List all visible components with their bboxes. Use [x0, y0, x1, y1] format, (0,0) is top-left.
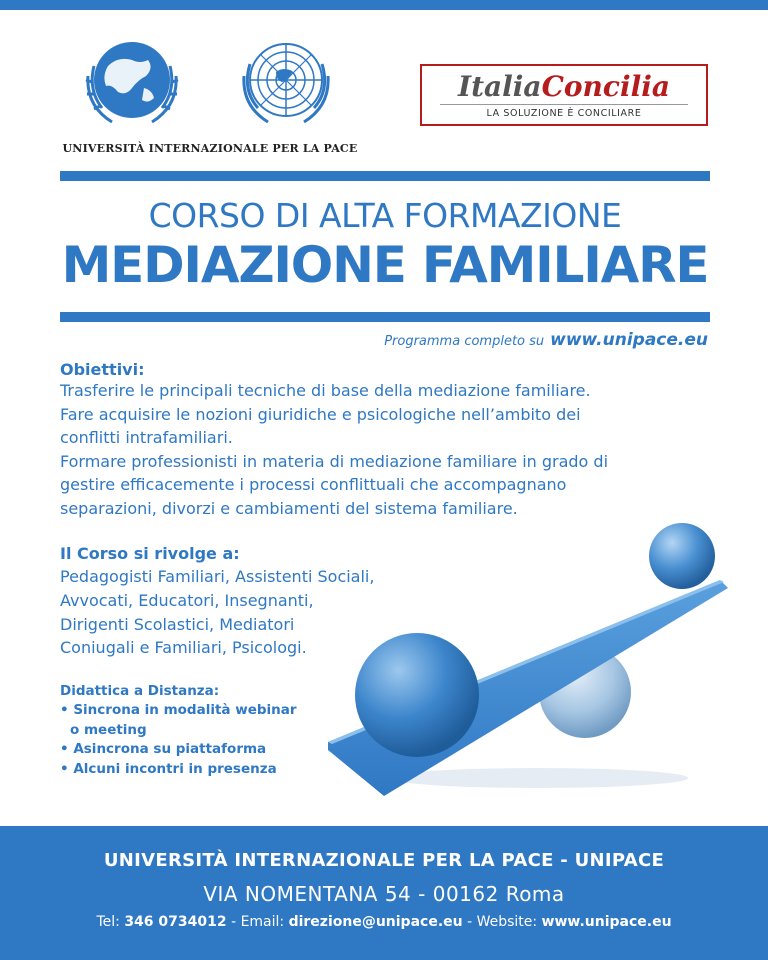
- audience-line: Avvocati, Educatori, Insegnanti,: [60, 590, 314, 610]
- website-label: - Website:: [467, 914, 538, 930]
- course-title: MEDIAZIONE FAMILIARE: [61, 236, 709, 294]
- audience-line: Dirigenti Scolastici, Mediatori: [60, 614, 295, 634]
- distance-heading: Didattica a Distanza:: [60, 683, 220, 699]
- objectives-line: Formare professionisti in materia di mediazione familiare in grado di: [60, 451, 609, 471]
- university-logo-label: UNIVERSITÀ INTERNAZIONALE PER LA PACE: [62, 142, 358, 155]
- objectives-heading: Obiettivi:: [60, 360, 145, 379]
- email-label: - Email:: [231, 914, 285, 930]
- tel-number[interactable]: 346 0734012: [124, 914, 227, 930]
- objectives-line: separazioni, divorzi e cambiamenti del sistema familiare.: [60, 498, 518, 518]
- footer-contacts: [0, 914, 768, 930]
- audience-heading: Il Corso si rivolge a:: [60, 544, 240, 563]
- website-link[interactable]: www.unipace.eu: [541, 914, 672, 930]
- objectives-line: Fare acquisire le nozioni giuridiche e psicologiche nell’ambito dei: [60, 404, 581, 424]
- logo-divider: [440, 104, 688, 105]
- footer-address: VIA NOMENTANA 54 - 00162 Roma: [203, 882, 565, 906]
- europe-globe-emblem-icon: [74, 36, 190, 136]
- objectives-line: Trasferire le principali tecniche di base della mediazione familiare.: [60, 381, 591, 400]
- distance-item: • Sincrona in modalità webinar o meeting: [60, 702, 297, 738]
- footer: [0, 826, 768, 960]
- program-link-line: [384, 330, 708, 350]
- course-subtitle: CORSO DI ALTA FORMAZIONE: [148, 196, 622, 235]
- audience-line: Coniugali e Familiari, Psicologi.: [60, 638, 307, 658]
- objectives-section: [60, 360, 720, 520]
- top-accent-bar: [0, 0, 768, 10]
- title-rule-top: [60, 171, 710, 181]
- audience-line: Pedagogisti Familiari, Assistenti Sociali,: [60, 567, 375, 586]
- tel-label: Tel:: [96, 914, 120, 930]
- heavy-sphere: [355, 633, 479, 757]
- program-url[interactable]: www.unipace.eu: [550, 330, 708, 350]
- italiaconcilia-logo: [420, 64, 708, 126]
- italiaconcilia-tagline: LA SOLUZIONE È CONCILIARE: [486, 108, 642, 119]
- program-label: Programma completo su: [384, 334, 545, 349]
- distance-learning-section: [60, 682, 300, 779]
- italiaconcilia-name: ItaliaConcilia: [457, 70, 670, 103]
- balance-illustration: [320, 520, 740, 800]
- distance-item: • Asincrona su piattaforma: [60, 741, 267, 758]
- distance-item: • Alcuni incontri in presenza: [60, 760, 277, 777]
- email-link[interactable]: direzione@unipace.eu: [288, 914, 463, 930]
- objectives-line: conflitti intrafamiliari.: [60, 428, 233, 447]
- footer-title: UNIVERSITÀ INTERNAZIONALE PER LA PACE - UNIPACE: [103, 850, 665, 871]
- un-emblem-icon: [228, 36, 344, 136]
- light-sphere: [649, 523, 715, 589]
- title-rule-bottom: [60, 312, 710, 322]
- objectives-line: gestire efficacemente i processi conflittuali che accompagnano: [60, 475, 567, 494]
